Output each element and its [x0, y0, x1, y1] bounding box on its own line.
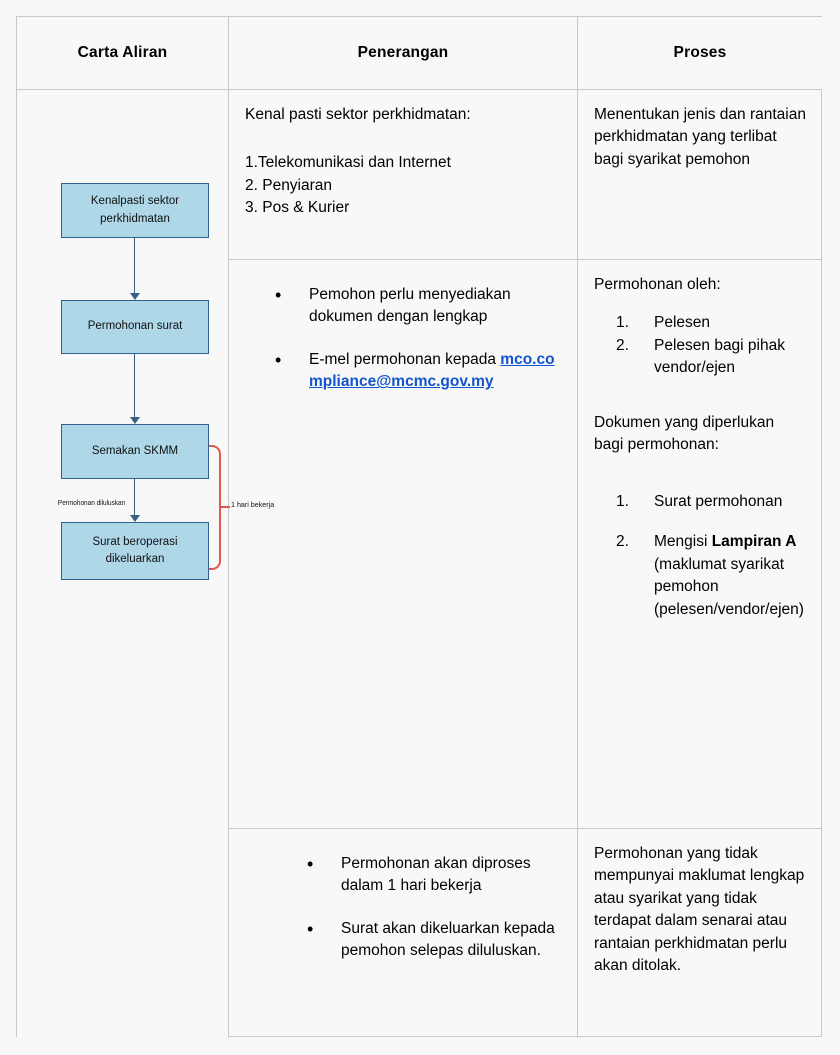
proses-row1-text: Menentukan jenis dan rantaian perkhidmatan yang terlibat bagi syarikat pemohon [594, 106, 806, 168]
flow-connector-2 [134, 354, 135, 418]
flow-connector-1 [134, 238, 135, 294]
flow-box-label: Semakan SKMM [91, 444, 179, 457]
proses-row-2 [578, 260, 822, 829]
list-item-prefix: Mengisi [654, 533, 712, 551]
duration-bracket-label: 1 hari bekerja [231, 500, 275, 509]
flow-box-label: Surat beroperasi dikeluarkan [92, 535, 178, 565]
table-header-proses [577, 17, 822, 90]
proses-row3-text: Permohonan yang tidak mempunyai maklumat lengkap atau syarikat yang tidak terdapat dalam senarai atau rantaian perkhidmatan perlu akan ditolak. [594, 845, 805, 975]
flowchart-cell [17, 90, 275, 1038]
list-item [616, 531, 806, 621]
email-bullet-prefix: E-mel permohonan kepada [309, 350, 501, 368]
flow-box-kenalpasti-sektor-perkhidmatan [61, 183, 209, 238]
email-link[interactable]: mco.compliance@mcmc.gov.my [309, 350, 555, 391]
list-item: Pelesen [654, 314, 711, 332]
list-item: 1.Telekomunikasi dan Internet [245, 154, 451, 172]
flow-connector-3 [134, 479, 135, 516]
proses-row-3 [578, 829, 822, 1038]
flow-box-label: Permohonan surat [87, 320, 183, 333]
proses-row-1 [578, 90, 822, 260]
duration-bracket-tick [221, 506, 230, 508]
list-item-suffix: (maklumat syarikat pemohon (pelesen/vendor/ejen) [654, 555, 804, 618]
flow-box-surat-beroperasi-dikeluarkan [61, 522, 209, 580]
lampiran-a-emphasis: Lampiran A [711, 533, 797, 551]
penerangan-row-1 [229, 90, 577, 260]
list-item: • Surat akan dikeluarkan kepada pemohon selepas diluluskan. [307, 918, 561, 963]
flow-arrowhead-3-icon [130, 515, 140, 522]
penerangan-row1-lead: Kenal pasti sektor perkhidmatan: [245, 106, 471, 123]
penerangan-row3-bullets [245, 853, 561, 963]
flow-box-semakan-skmm [61, 424, 209, 479]
header-label-penerangan: Penerangan [357, 44, 449, 61]
proses-row2-list-1 [594, 312, 806, 379]
penerangan-row2-bullets [245, 284, 561, 394]
penerangan-row-2 [229, 260, 577, 829]
flow-arrowhead-1-icon [130, 293, 140, 300]
penerangan-row1-list [245, 152, 561, 219]
list-item: • Permohonan akan diproses dalam 1 hari bekerja [307, 853, 561, 898]
duration-bracket [209, 445, 221, 570]
list-item: 3. Pos & Kurier [245, 199, 350, 217]
list-item: 2. Penyiaran [245, 176, 333, 194]
table-header-penerangan [228, 17, 577, 90]
penerangan-row-3 [229, 829, 577, 1038]
list-item [275, 349, 561, 394]
table-header-carta-aliran [17, 17, 228, 90]
proses-column [577, 90, 822, 1038]
penerangan-column [228, 90, 577, 1038]
flow-arrowhead-2-icon [130, 417, 140, 424]
header-label-proses: Proses [673, 44, 727, 61]
proses-row2-lead-1: Permohonan oleh: [594, 276, 721, 293]
flow-edge-label-permohonan-diluluskan: Permohonan diluluskan [57, 500, 126, 507]
header-label-carta-aliran: Carta Aliran [77, 44, 168, 61]
flow-box-label: Kenalpasti sektor perkhidmatan [90, 195, 180, 225]
proses-row2-lead-2: Dokumen yang diperlukan bagi permohonan: [594, 413, 775, 454]
list-item: • Pemohon perlu menyediakan dokumen dengan lengkap [275, 284, 561, 329]
list-item: Pelesen bagi pihak vendor/ejen [654, 336, 785, 377]
list-item: Surat permohonan [654, 492, 783, 510]
process-table [16, 16, 822, 1037]
proses-row2-list-2 [594, 491, 806, 621]
flow-box-permohonan-surat [61, 300, 209, 354]
